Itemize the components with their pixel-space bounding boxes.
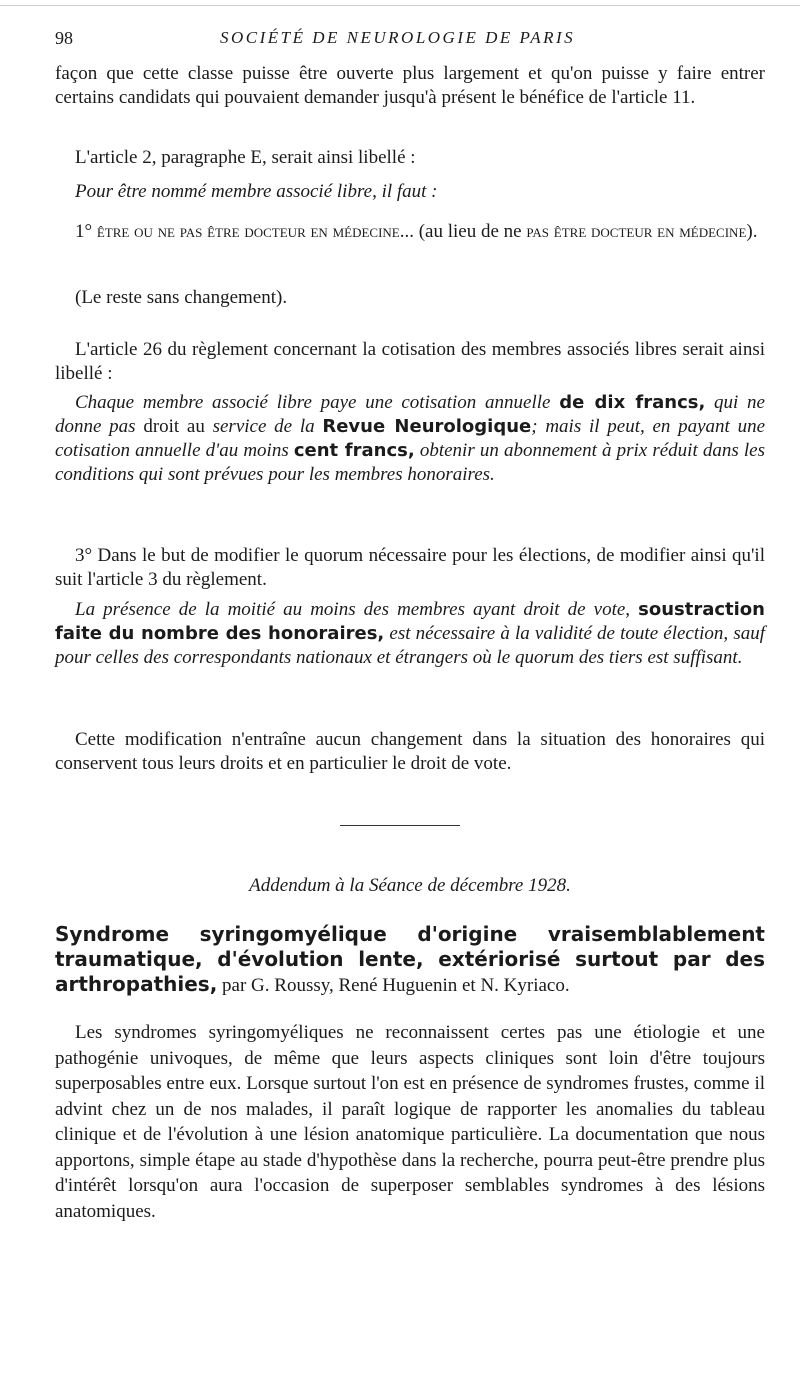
section-separator bbox=[340, 825, 460, 826]
cotisation-text-c: qui ne donne pas bbox=[55, 392, 765, 437]
cotisation-amount-2: cent francs, bbox=[293, 440, 415, 461]
paragraph-article-26: L'article 26 du règlement concernant la cotisation des membres associés libres serait ainsi libellé : bbox=[55, 339, 765, 384]
paragraph-continuation: façon que cette classe puisse être ouverte plus largement et qu'on puisse y faire entrer certains candidats qui pouvaient demander jusqu'à présent le bénéfice de l'article 11. bbox=[55, 63, 765, 108]
presence-text-a: La présence de la moitié au moins des membres ayant droit de vote, bbox=[75, 599, 639, 620]
paragraph-reste: (Le reste sans changement). bbox=[75, 287, 288, 308]
article-title-text: Syndrome syringomyélique d'origine vraisemblablement traumatique, d'évolution lente, extériorisé surtout par des arthropathies, bbox=[55, 922, 765, 996]
paragraph-cotisation bbox=[55, 391, 765, 487]
paragraph-membre-associe: Pour être nommé membre associé libre, il faut : bbox=[75, 181, 438, 202]
presence-bold: soustraction faite du nombre des honoraires, bbox=[55, 599, 765, 644]
cotisation-text-a: Chaque membre associé libre paye une cotisation annuelle bbox=[75, 392, 560, 413]
cotisation-amount: de dix francs, bbox=[559, 392, 706, 413]
page-number: 98 bbox=[55, 28, 73, 48]
paragraph-condition-1 bbox=[55, 220, 765, 244]
addendum-heading: Addendum à la Séance de décembre 1928. bbox=[249, 875, 571, 896]
condition-smallcaps: être ou ne pas être docteur en médecine... bbox=[96, 221, 414, 242]
cotisation-text-f: ; mais il peut, en payant une cotisation annuelle d'au moins bbox=[55, 416, 766, 461]
paragraph-modification: Cette modification n'entraîne aucun changement dans la situation des honoraires qui conservent tous leurs droits et en particulier le droit de vote. bbox=[55, 729, 765, 774]
condition-middle: (au lieu de ne bbox=[413, 221, 527, 242]
running-title: SOCIÉTÉ DE NEUROLOGIE DE PARIS bbox=[220, 28, 576, 47]
top-edge-line bbox=[0, 5, 800, 6]
page-header bbox=[55, 28, 765, 52]
revue-name: Revue Neurologique bbox=[322, 416, 532, 437]
presence-text-c: est nécessaire à la validité de toute élection, sauf pour celles des correspondants nationaux et étrangers où le quorum des tiers est suffisant. bbox=[55, 623, 765, 668]
paragraph-quorum: 3° Dans le but de modifier le quorum nécessaire pour les élections, de modifier ainsi qu'il suit l'article 3 du règlement. bbox=[55, 545, 765, 590]
paragraph-article-2: L'article 2, paragraphe E, serait ainsi libellé : bbox=[75, 147, 416, 168]
cotisation-text-d: droit au bbox=[143, 416, 213, 437]
cotisation-text-g: obtenir un abonnement à prix réduit dans les conditions qui sont prévues pour les membres honoraires. bbox=[55, 440, 765, 485]
article-authors: par G. Roussy, René Huguenin et N. Kyriaco. bbox=[217, 975, 570, 996]
condition-smallcaps-2: pas être docteur en médecine bbox=[526, 221, 747, 242]
cotisation-text-e: service de la bbox=[212, 416, 323, 437]
paragraph-presence bbox=[55, 598, 765, 670]
paragraph-syndromes: Les syndromes syringomyéliques ne reconnaissent certes pas une étiologie et une pathogénie univoques, de même que leurs aspects cliniques sont loin d'être toujours superposables entre eux. Lorsque surtout l'on est en présence de syndromes frustes, comme il advint chez un de nos malades, il paraît logique de rapporter les anomalies du tableau clinique et de l'évolution à une lésion anatomique particulière. La documentation que nous apportons, simple étape au stade d'hypothèse dans la recherche, pourra peut-être prendre plus d'intérêt lorsqu'on aura l'occasion de superposer semblables syndromes à des lésions anatomiques. bbox=[55, 1022, 765, 1222]
item-number: 1° bbox=[75, 221, 97, 242]
condition-end: ). bbox=[746, 221, 758, 242]
article-title bbox=[55, 922, 765, 998]
